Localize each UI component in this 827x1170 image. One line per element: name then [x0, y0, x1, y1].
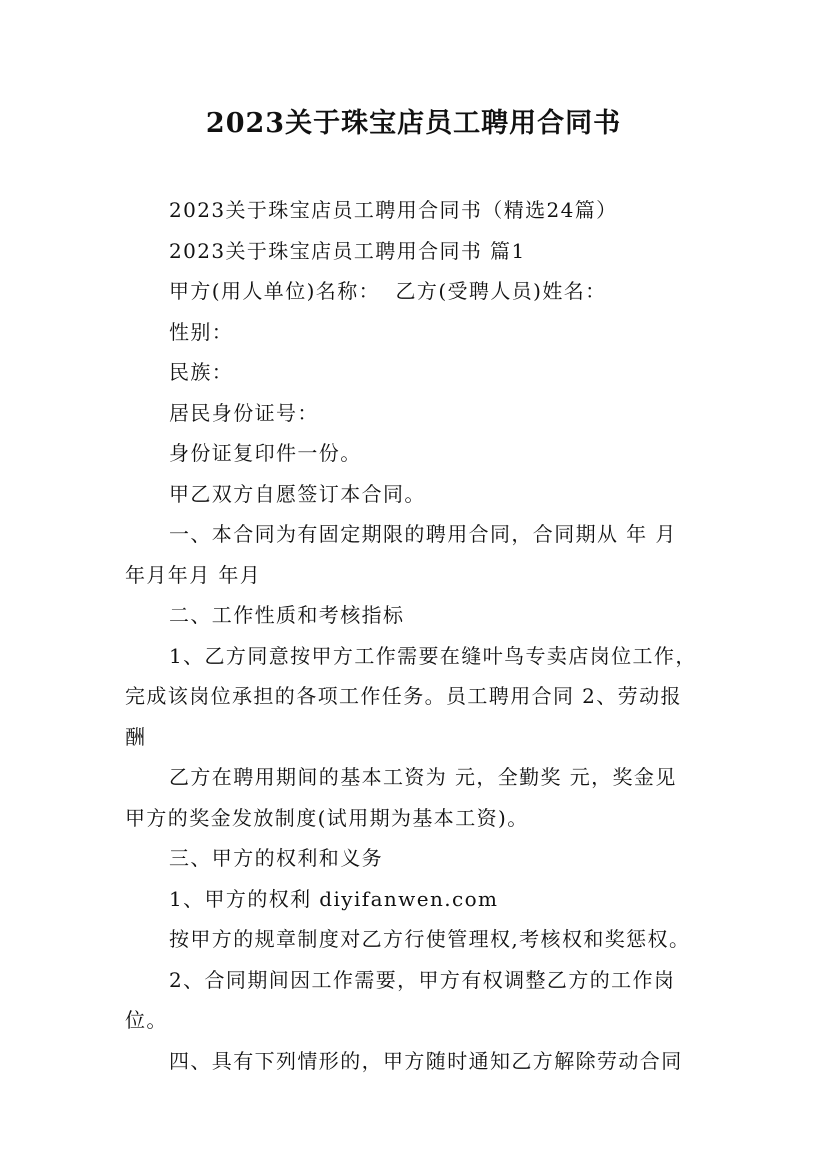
document-line: 民族： [169, 360, 234, 384]
document-body [125, 190, 705, 1081]
document-line: 身份证复印件一份。 [169, 441, 362, 465]
document-line: 1、乙方同意按甲方工作需要在缝叶鸟专卖店岗位工作， [169, 643, 697, 668]
document-title: 2023关于珠宝店员工聘用合同书 [205, 108, 622, 139]
document-line: 甲方(用人单位)名称： 乙方(受聘人员)姓名： [169, 279, 607, 303]
document-line: 乙方在聘用期间的基本工资为 元，全勤奖 元，奖金见 [169, 765, 677, 789]
document-line: 甲乙双方自愿签订本合同。 [169, 481, 426, 506]
document-line: 位。 [125, 1008, 168, 1032]
document-line: 一、本合同为有固定期限的聘用合同，合同期从 年 月 [169, 522, 677, 546]
document-line: 三、甲方的权利和义务 [169, 846, 383, 870]
document-line: 2023关于珠宝店员工聘用合同书（精选24篇） [169, 198, 618, 222]
document-line: 2、合同期间因工作需要，甲方有权调整乙方的工作岗 [169, 967, 676, 992]
document-line: 四、具有下列情形的，甲方随时通知乙方解除劳动合同 [169, 1048, 683, 1073]
document-line: 2023关于珠宝店员工聘用合同书 篇1 [169, 238, 526, 263]
document-line: 二、工作性质和考核指标 [169, 603, 405, 627]
document-line: 甲方的奖金发放制度(试用期为基本工资)。 [125, 805, 529, 830]
document-line: 年月年月 年月 [125, 562, 262, 587]
document-line: 酬 [125, 724, 147, 749]
document-line: 完成该岗位承担的各项工作任务。员工聘用合同 2、劳动报 [125, 684, 682, 708]
document-line: 性别： [169, 319, 234, 344]
document-line: 按甲方的规章制度对乙方行使管理权,考核权和奖惩权。 [169, 927, 691, 951]
document-line: 居民身份证号： [169, 400, 319, 425]
document-line: 1、甲方的权利 diyifanwen.com [169, 886, 499, 911]
